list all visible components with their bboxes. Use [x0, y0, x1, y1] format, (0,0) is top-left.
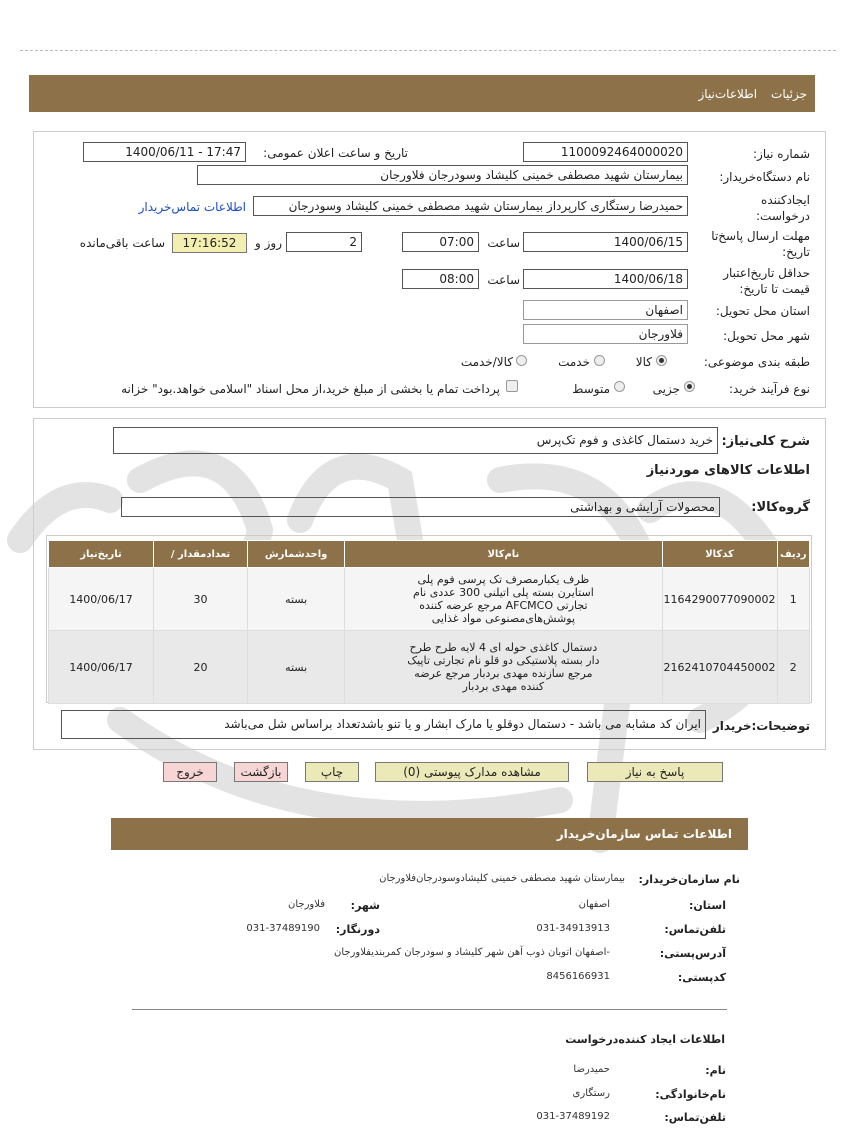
deadline-label: مهلت ارسال پاسخ‌تا تاریخ: [711, 229, 810, 259]
announce-date-label: تاریخ و ساعت اعلان عمومی: [263, 146, 408, 160]
deadline-time-label: ساعت [487, 236, 520, 250]
validity-label: حداقل تاریخ‌اعتبار قیمت تا تاریخ: [723, 266, 810, 296]
col-code: کدکالا [662, 541, 777, 568]
contact-city-label: شهر: [350, 899, 380, 912]
goods-group-label: گروه‌کالا: [751, 500, 810, 515]
announce-date-field: 1400/06/11 - 17:47 [83, 142, 246, 162]
creator-info-title: اطلاعات ایجاد کننده‌درخواست [565, 1033, 725, 1046]
buyer-notes-label: توضیحات:خریدار [712, 719, 810, 733]
creator-phone-value: 031-37489192 [536, 1111, 610, 1122]
col-unit: واحدشمارش [247, 541, 344, 568]
goods-group-field: محصولات آرایشی و بهداشتی [121, 497, 720, 517]
validity-time-field: 08:00 [402, 269, 479, 289]
postal-address-label: آدرس‌پستی: [659, 947, 726, 960]
province-label: استان محل تحویل: [715, 304, 810, 318]
contact-province-value: اصفهان [578, 899, 610, 910]
col-qty: تعدادمقدار / [154, 541, 248, 568]
table-header-row [49, 541, 810, 568]
creator-phone-label: تلفن‌تماس: [664, 1111, 726, 1124]
row-date: 1400/06/17 [49, 631, 154, 704]
back-button[interactable]: بازگشت [234, 762, 288, 782]
org-name-label: نام سازمان‌خریدار: [638, 873, 740, 886]
remaining-time-badge: 17:16:52 [172, 233, 247, 253]
tab-need-info[interactable]: اطلاعات‌نیاز [698, 86, 758, 101]
creator-family-label: نام‌خانوادگی: [655, 1088, 726, 1101]
process-partial-radio[interactable] [684, 381, 695, 392]
col-name: نام‌کالا [345, 541, 662, 568]
category-goods-radio[interactable] [656, 355, 667, 366]
row-unit: بسته [247, 631, 344, 704]
buyer-notes-field: ایران کد مشابه می باشد - دستمال دوقلو یا مارک ابشار و یا تنو باشدتعداد براساس شل می‌باشد [61, 710, 706, 739]
tab-bar [29, 75, 815, 112]
postal-address-value: -اصفهان اتوبان ذوب آهن شهر کلیشاد و سودرجان کمربندیفلاورجان [333, 947, 610, 958]
process-label: نوع فرآیند خرید: [729, 382, 810, 396]
category-service-label: خدمت [558, 355, 590, 369]
creator-label: ایجادکننده درخواست: [756, 193, 810, 223]
row-qty: 20 [154, 631, 248, 704]
contact-phone-value: 031-34913913 [536, 923, 610, 934]
contact-city-value: فلاورجان [288, 899, 325, 910]
postal-code-value: 8456166931 [546, 971, 610, 982]
deadline-date-field: 1400/06/15 [523, 232, 688, 252]
col-date: تاریخ‌نیاز [49, 541, 154, 568]
attachments-button[interactable]: مشاهده مدارک پیوستی (0) [375, 762, 569, 782]
row-name [345, 568, 662, 631]
print-button[interactable]: چاپ [305, 762, 359, 782]
items-table [48, 540, 810, 704]
row-unit: بسته [247, 568, 344, 631]
table-row [49, 631, 810, 704]
col-row-no: ردیف [777, 541, 809, 568]
table-row [49, 568, 810, 631]
category-service-radio[interactable] [594, 355, 605, 366]
creator-family-value: رستگاری [572, 1088, 610, 1099]
row-name-text: دستمال کاغذی حوله ای 4 لایه طرح طرح دار بسته پلاستیکی دو قلو نام تجارتی تاپیک مرجع سازنده مهدی بردبار مرجع عرضه کننده مهدی بردبار [407, 641, 600, 693]
treasury-payment-checkbox[interactable] [506, 380, 518, 392]
contact-section-title: اطلاعات تماس سازمان‌خریدار [556, 827, 732, 841]
category-goods-label: کالا [635, 355, 652, 369]
need-number-field: 1100092464000020 [523, 142, 688, 162]
category-both-label: کالا/خدمت [460, 355, 513, 369]
need-number-label: شماره نیاز: [753, 147, 810, 161]
row-index: 2 [777, 631, 809, 704]
contact-phone-label: تلفن‌تماس: [664, 923, 726, 936]
creator-name-label: نام: [705, 1064, 726, 1077]
top-divider [20, 50, 836, 51]
days-label: روز و [255, 236, 282, 250]
row-qty: 30 [154, 568, 248, 631]
exit-button[interactable]: خروج [163, 762, 217, 782]
tab-details[interactable]: جزئیات [771, 86, 807, 101]
category-both-radio[interactable] [516, 355, 527, 366]
row-date: 1400/06/17 [49, 568, 154, 631]
validity-date-field: 1400/06/18 [523, 269, 688, 289]
treasury-payment-note: پرداخت تمام یا بخشی از مبلغ خرید،از محل اسناد "اسلامی خواهد.بود" خزانه [121, 382, 500, 396]
city-label: شهر محل تحویل: [723, 329, 810, 343]
contact-fax-label: دورنگار: [335, 923, 380, 936]
days-remaining-field: 2 [286, 232, 362, 252]
creator-field: حمیدرضا رستگاری کارپرداز بیمارستان شهید مصطفی خمینی کلیشاد وسودرجان [253, 196, 688, 216]
buyer-name-field: بیمارستان شهید مصطفی خمینی کلیشاد وسودرجان فلاورجان [197, 165, 688, 185]
reply-button[interactable]: پاسخ به نیاز [587, 762, 723, 782]
row-name-text: ظرف یکبارمصرف تک پرسی فوم پلی استایرن بسته پلی اتیلنی 300 عددی نام تجارتی AFCMCO مرجع عرضه کننده پوشش‌های‌مصنوعی مواد غذایی [413, 573, 594, 625]
postal-code-label: کدپستی: [677, 971, 726, 984]
deadline-time-field: 07:00 [402, 232, 479, 252]
process-partial-label: جزیی [652, 382, 680, 396]
contact-province-label: استان: [689, 899, 726, 912]
summary-field: خرید دستمال کاغذی و فوم تک‌پرس [113, 427, 718, 454]
creator-name-value: حمیدرضا [573, 1064, 610, 1075]
contact-divider [132, 1009, 727, 1010]
row-index: 1 [777, 568, 809, 631]
remaining-time-label: ساعت باقی‌مانده [79, 236, 165, 250]
buyer-name-label: نام دستگاه‌خریدار: [719, 170, 810, 184]
category-label: طبقه بندی موضوعی: [703, 355, 810, 369]
org-name-value: بیمارستان شهید مصطفی خمینی کلیشادوسودرجان‌فلاورجان [379, 873, 625, 884]
validity-time-label: ساعت [487, 273, 520, 287]
row-code: 2162410704450002 [662, 631, 777, 704]
row-code: 1164290077090002 [662, 568, 777, 631]
process-medium-label: متوسط [572, 382, 610, 396]
row-name [345, 631, 662, 704]
process-medium-radio[interactable] [614, 381, 625, 392]
province-field: اصفهان [523, 300, 688, 320]
city-field: فلاورجان [523, 324, 688, 344]
contact-section-header [111, 818, 748, 850]
contact-fax-value: 031-37489190 [246, 923, 320, 934]
summary-label: شرح کلی‌نیاز: [721, 434, 810, 449]
buyer-contact-link[interactable]: اطلاعات تماس‌خریدار [138, 200, 246, 214]
goods-info-title: اطلاعات کالاهای موردنیاز [646, 463, 810, 478]
